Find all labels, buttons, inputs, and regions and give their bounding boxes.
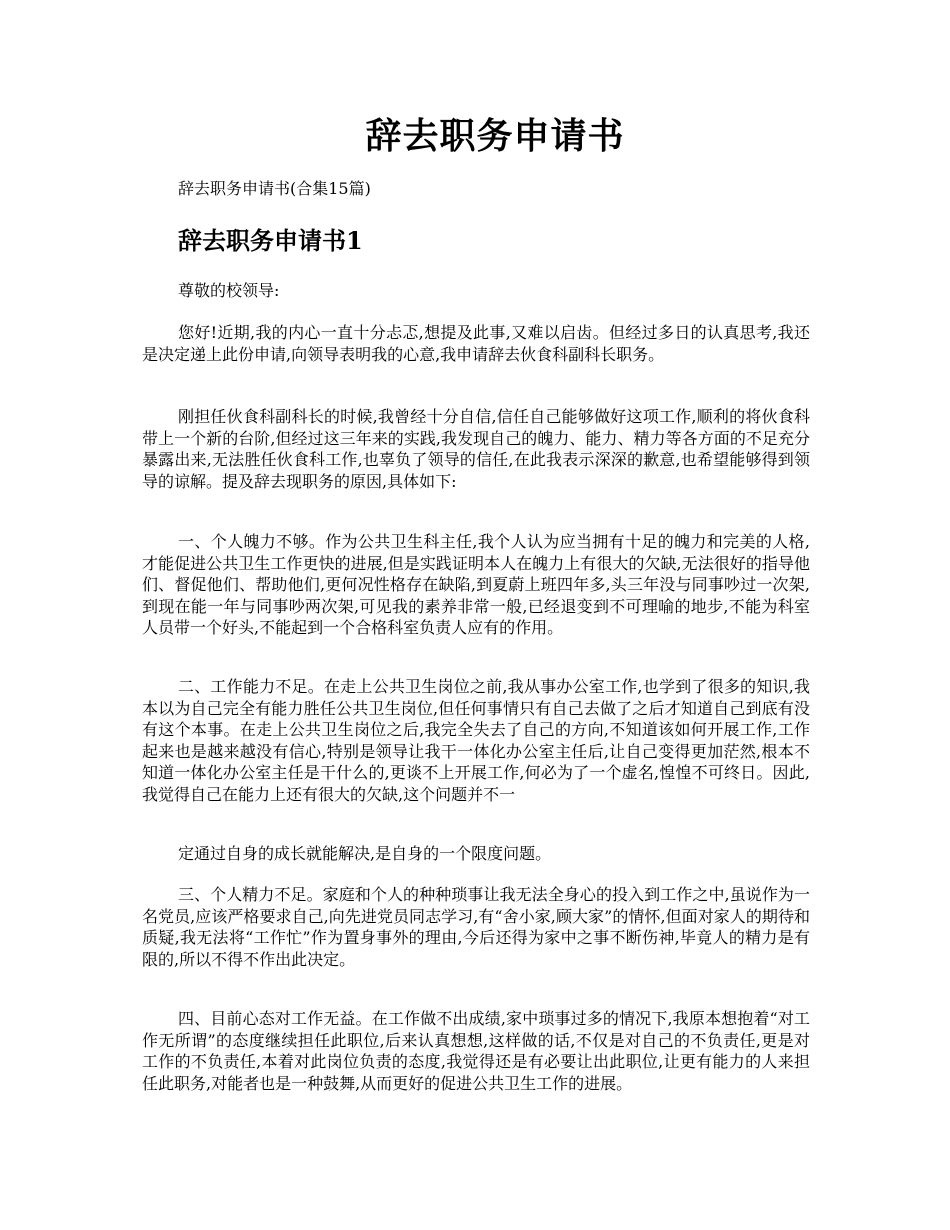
document-subtitle: 辞去职务申请书(合集15篇) — [178, 179, 371, 198]
body-paragraph: 一、个人魄力不够。作为公共卫生科主任,我个人认为应当拥有十足的魄力和完美的人格,才能促进公共卫生工作更快的进展,但是实践证明本人在魄力上有很大的欠缺,无法很好的指导他们、督促他们、帮助他们,更何况性格存在缺陷,到夏蔚上班四年多,头三年没与同事吵过一次架,到现在能一年与同事吵两次架,可见我的素养非常一般,已经退变到不可理喻的地步,不能为科室人员带一个好头,不能起到一个合格科室负责人应有的作用。 — [142, 532, 810, 637]
section-heading: 辞去职务申请书1 — [178, 226, 363, 255]
body-paragraph: 您好!近期,我的内心一直十分忐忑,想提及此事,又难以启齿。但经过多日的认真思考,我还是决定递上此份申请,向领导表明我的心意,我申请辞去伙食科副科长职务。 — [142, 323, 810, 364]
body-paragraph: 定通过自身的成长就能解决,是自身的一个限度问题。 — [178, 844, 552, 863]
salutation: 尊敬的校领导: — [178, 281, 280, 300]
document-title: 辞去职务申请书 — [365, 115, 625, 157]
body-paragraph: 四、目前心态对工作无益。在工作做不出成绩,家中琐事过多的情况下,我原本想抱着“对工作无所谓”的态度继续担任此职位,后来认真想想,这样做的话,不仅是对自己的不负责任,更是对工作的不负责任,本着对此岗位负责的态度,我觉得还是有必要让出此职位,让更有能力的人来担任此职务,对能者也是一种鼓舞,从而更好的促进公共卫生工作的进展。 — [142, 1009, 810, 1093]
body-paragraph: 刚担任伙食科副科长的时候,我曾经十分自信,信任自己能够做好这项工作,顺利的将伙食科带上一个新的台阶,但经过这三年来的实践,我发现自己的魄力、能力、精力等各方面的不足充分暴露出来,无法胜任伙食科工作,也辜负了领导的信任,在此我表示深深的歉意,也希望能够得到领导的谅解。提及辞去现职务的原因,具体如下: — [142, 407, 810, 491]
body-paragraph: 二、工作能力不足。在走上公共卫生岗位之前,我从事办公室工作,也学到了很多的知识,我本以为自己完全有能力胜任公共卫生岗位,但任何事情只有自己去做了之后才知道自己到底有没有这个本事。在走上公共卫生岗位之后,我完全失去了自己的方向,不知道该如何开展工作,工作起来也是越来越没有信心,特别是领导让我干一体化办公室主任后,让自己变得更加茫然,根本不知道一体化办公室主任是干什么的,更谈不上开展工作,何必为了一个虚名,惶惶不可终日。因此,我觉得自己在能力上还有很大的欠缺,这个问题并不一 — [142, 677, 810, 804]
body-paragraph: 三、个人精力不足。家庭和个人的种种琐事让我无法全身心的投入到工作之中,虽说作为一名党员,应该严格要求自己,向先进党员同志学习,有“舍小家,顾大家”的情怀,但面对家人的期待和质疑,我无法将“工作忙”作为置身事外的理由,今后还得为家中之事不断伤神,毕竟人的精力是有限的,所以不得不作出此决定。 — [142, 885, 810, 969]
